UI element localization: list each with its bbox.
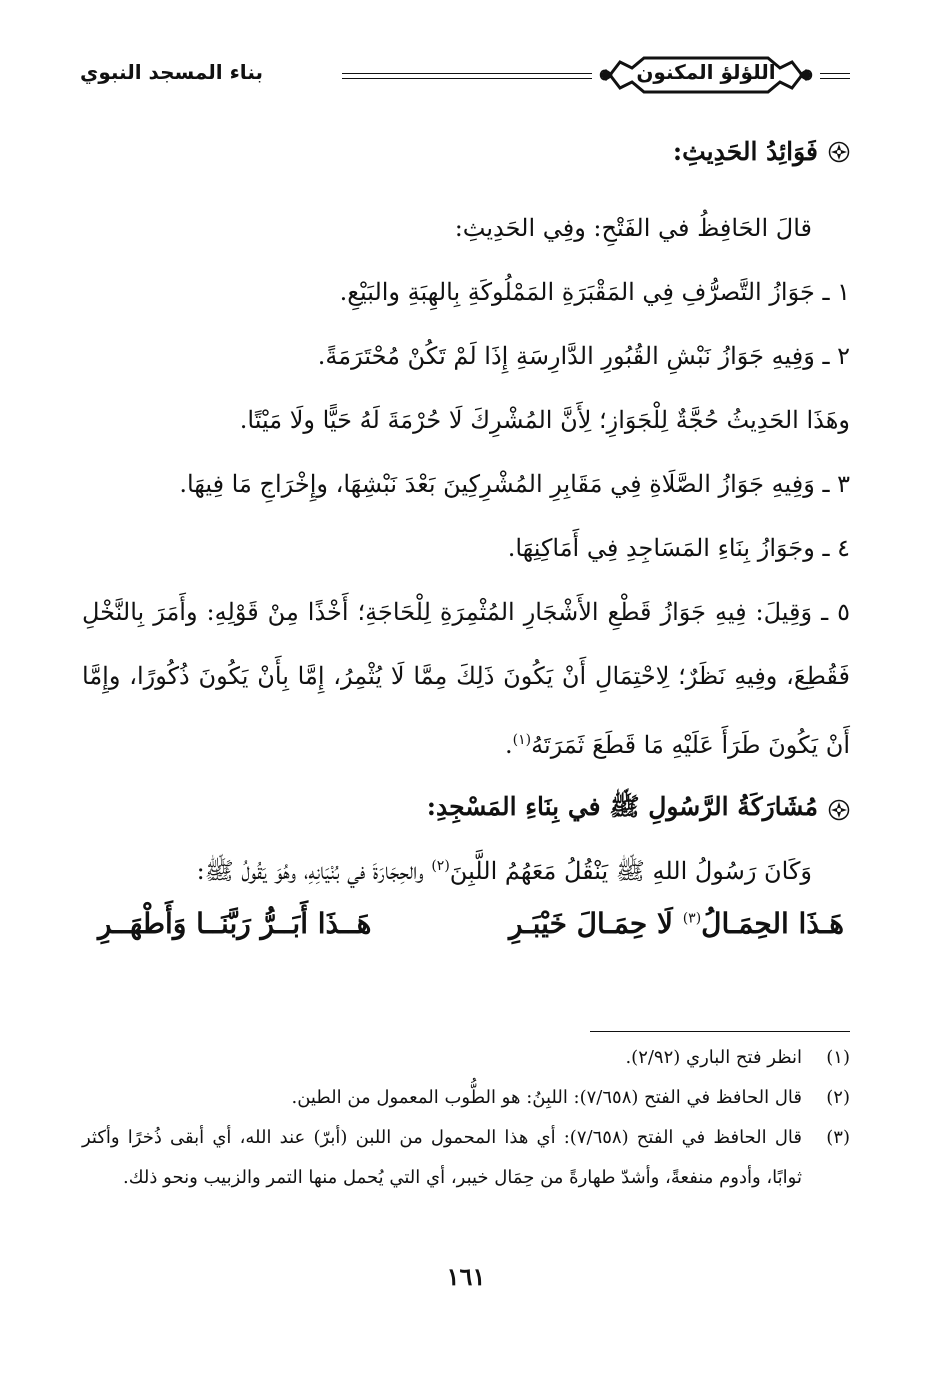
footnote-marker[interactable]: (٢): [431, 858, 450, 874]
section-heading-benefits: [82, 137, 850, 166]
header-rule-right: [820, 73, 850, 79]
footnotes: [82, 1038, 850, 1198]
flower-bullet-icon: [828, 799, 850, 821]
paragraph-narration: [82, 834, 850, 903]
footnote-number: (١): [826, 1047, 850, 1068]
header-rule-middle: [342, 73, 592, 79]
paragraph-point-2: ٢ ـ وَفِيهِ جَوَازُ نَبْشِ القُبُورِ الدَّارِسَةِ إِذَا لَمْ تَكُنْ مُحْتَرَمَةً.: [317, 342, 850, 370]
page-number: ١٦١: [446, 1262, 486, 1291]
footnote-text: انظر فتح الباري (٢/٩٢).: [625, 1047, 802, 1068]
narration-text-b: والحِجَارَةَ في بُنْيَانِهِ، وهُوَ يَقُولُ ﷺ:: [196, 857, 432, 885]
footnote-text: قال الحافظ في الفتح (٧/٦٥٨): أي هذا المحمول من اللبن (أبرّ) عند الله، أي أبقى ذُخرًا وأكثر ثوابًا، وأدوم منفعةً، وأشدّ طهارةً من حِمَال خيبر، أي التي يُحمل منها التمر والزبيب ونحو ذلك.: [82, 1127, 803, 1188]
narration-text-a: وَكَانَ رَسُولُ اللهِ ﷺ يَنْقُلُ مَعَهُمُ اللَّبِنَ: [449, 857, 812, 885]
paragraph-end: .: [505, 731, 513, 759]
paragraph-argument: وهَذَا الحَدِيثُ حُجَّةٌ لِلْجَوَازِ؛ لِأَنَّ المُشْرِكَ لَا حُرْمَةَ لَهُ حَيًّا ولَا مَيْتًا.: [239, 406, 850, 434]
running-header: [80, 48, 850, 104]
paragraph-point-4: ٤ ـ وجَوَازُ بِنَاءِ المَسَاجِدِ فِي أَمَاكِنِهَا.: [507, 534, 850, 562]
verse-text: لَا حِمَـالَ خَيْبَـرِ: [509, 907, 683, 940]
footnote-marker[interactable]: (١): [512, 732, 532, 748]
header-ornament-icon: [592, 50, 820, 100]
footnote-item: [82, 1118, 850, 1198]
footnote-text: قال الحافظ في الفتح (٧/٦٥٨): اللبِنُ: هو الطُّوب المعمول من الطين.: [291, 1087, 802, 1108]
verse-text: هَـذَا الحِمَـالُ: [701, 907, 844, 940]
verse-hemistich-left: هَــذَا أَبَــرُّ رَبَّنَــا وَأَطْهَــرِ: [98, 907, 372, 940]
chapter-title: بناء المسجد النبوي: [80, 60, 263, 84]
book-title: اللؤلؤ المكنون: [636, 60, 776, 84]
footnote-number: (٢): [826, 1087, 850, 1108]
section-heading-participation: [82, 791, 850, 828]
paragraph-point-1: ١ ـ جَوَازُ التَّصرُّفِ فِي المَقْبَرَةِ المَمْلُوكَةِ بِالهِبَةِ والبَيْعِ.: [339, 278, 850, 306]
main-text: [82, 125, 850, 940]
paragraph-point-3: ٣ ـ وَفِيهِ جَوَازُ الصَّلَاةِ فِي مَقَابِرِ المُشْرِكِينَ بَعْدَ نَبْشِهَا، وإِخْرَاجِ مَا فِيهَا.: [179, 470, 850, 498]
paragraph-intro: قالَ الحَافِظُ في الفَتْحِ: وفِي الحَدِيثِ:: [454, 214, 812, 242]
footnote-marker[interactable]: (٣): [682, 910, 702, 927]
poem-verse: [82, 907, 850, 940]
verse-hemistich-right: [509, 907, 844, 940]
heading-text: مُشَارَكَةُ الرَّسُولِ ﷺ في بِنَاءِ المَسْجِدِ:: [426, 792, 818, 821]
heading-text: فَوَائِدُ الحَدِيثِ:: [672, 137, 818, 166]
paragraph-text: ٥ ـ وَقِيلَ: فِيهِ جَوَازُ قَطْعِ الأَشْجَارِ المُثْمِرَةِ لِلْحَاجَةِ؛ أَخْذًا مِنْ قَوْلِهِ: وأَمَرَ بِالنَّخْلِ فَقُطِعَ، وفِيهِ نَظَرٌ؛ لِاحْتِمَالِ أَنْ يَكُونَ ذَلِكَ مِمَّا لَا يُثْمِرُ، إِمَّا بِأَنْ يَكُونَ ذُكُورًا، وإِمَّا أَنْ يَكُونَ طَرَأَ عَلَيْهِ مَا قَطَعَ ثَمَرَتَهُ: [82, 598, 850, 759]
footnote-separator: [590, 1031, 850, 1032]
paragraph-point-5: [82, 580, 850, 777]
footnote-number: (٣): [826, 1127, 850, 1148]
footnote-item: [82, 1078, 850, 1118]
flower-bullet-icon: [828, 141, 850, 163]
footnote-item: [82, 1038, 850, 1078]
